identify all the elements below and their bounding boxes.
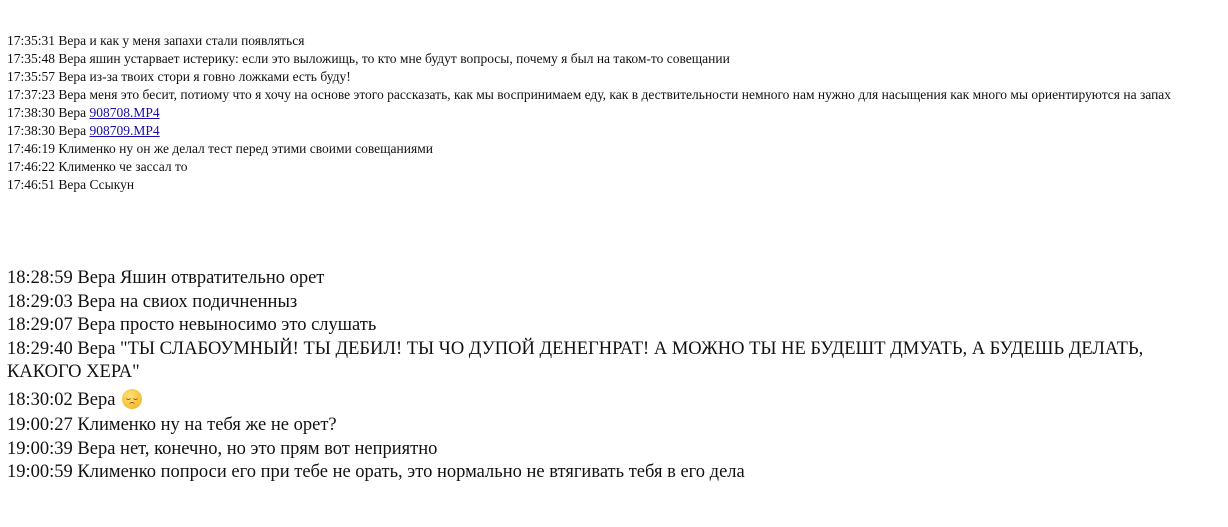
timestamp: 17:46:22 bbox=[7, 159, 56, 174]
sender-name: Вера bbox=[58, 105, 87, 120]
sender-name: Вера bbox=[77, 438, 116, 459]
message-text: и как у меня запахи стали появляться bbox=[89, 33, 305, 48]
chat-line bbox=[7, 314, 1222, 338]
cropped-top-area bbox=[0, 0, 1228, 30]
chat-log-small bbox=[7, 32, 1217, 194]
timestamp: 19:00:59 bbox=[7, 462, 73, 482]
message-text: из-за твоих стори я говно ложками есть буду! bbox=[89, 69, 351, 84]
chat-line bbox=[7, 50, 1217, 68]
message-text: Яшин отвратительно орет bbox=[120, 268, 325, 288]
chat-line bbox=[7, 32, 1217, 50]
sender-name: Вера bbox=[58, 69, 87, 84]
timestamp: 18:29:07 bbox=[7, 315, 73, 335]
chat-line bbox=[7, 122, 1217, 140]
sender-name: Клименко bbox=[58, 159, 116, 174]
timestamp: 19:00:27 bbox=[7, 415, 73, 435]
message-text: че зассал то bbox=[119, 159, 188, 174]
timestamp: 17:37:23 bbox=[7, 87, 56, 102]
timestamp: 18:29:40 bbox=[7, 338, 73, 359]
message-text: просто невыносимо это слушать bbox=[120, 315, 377, 335]
chat-line bbox=[7, 461, 1222, 485]
sender-name: Вера bbox=[77, 338, 116, 359]
chat-line bbox=[7, 68, 1217, 86]
sender-name: Вера bbox=[58, 33, 87, 48]
sender-name: Вера bbox=[58, 177, 87, 192]
pensive-face-icon bbox=[122, 389, 142, 409]
sender-name: Вера bbox=[77, 389, 116, 410]
message-text: ну он же делал тест перед этими своими совещаниями bbox=[119, 141, 433, 156]
chat-line bbox=[7, 338, 1222, 385]
chat-line bbox=[7, 414, 1222, 438]
timestamp: 17:35:57 bbox=[7, 69, 56, 84]
sender-name: Вера bbox=[58, 87, 87, 102]
attachment-link[interactable]: 908708.MP4 bbox=[89, 105, 160, 120]
message-text: нет, конечно, но это прям вот неприятно bbox=[120, 438, 438, 459]
sender-name: Вера bbox=[77, 315, 116, 335]
timestamp: 18:29:03 bbox=[7, 291, 73, 312]
sender-name: Клименко bbox=[77, 415, 156, 435]
message-text: яшин устарвает истерику: если это выложищь, то кто мне будут вопросы, почему я был на таком-то совещании bbox=[89, 51, 730, 66]
sender-name: Клименко bbox=[77, 462, 156, 482]
message-text: ну на тебя же не орет? bbox=[160, 415, 337, 435]
message-text: попроси его при тебе не орать, это нормально не втягивать тебя в его дела bbox=[160, 462, 745, 482]
timestamp: 17:35:48 bbox=[7, 51, 56, 66]
timestamp: 17:38:30 bbox=[7, 123, 56, 138]
sender-name: Вера bbox=[77, 268, 116, 288]
chat-line bbox=[7, 86, 1217, 104]
timestamp: 17:35:31 bbox=[7, 33, 56, 48]
message-text: Ссыкун bbox=[89, 177, 135, 192]
message-text: "ТЫ СЛАБОУМНЫЙ! ТЫ ДЕБИЛ! ТЫ ЧО ДУПОЙ ДЕНЕГНРАТ! А МОЖНО ТЫ НЕ БУДЕШТ ДМУАТЬ, А БУДЕШЬ ДЕЛАТЬ, КАКОГО ХЕРА" bbox=[7, 338, 1144, 382]
timestamp: 18:28:59 bbox=[7, 268, 73, 288]
sender-name: Клименко bbox=[58, 141, 116, 156]
chat-line bbox=[7, 438, 1222, 462]
chat-log-large bbox=[7, 267, 1222, 485]
sender-name: Вера bbox=[58, 51, 87, 66]
sender-name: Вера bbox=[58, 123, 87, 138]
chat-line bbox=[7, 267, 1222, 291]
timestamp: 17:38:30 bbox=[7, 105, 56, 120]
message-text: меня это бесит, потиому что я хочу на основе этого рассказать, как мы воспринимаем еду, как в дествительности немного нам нужно для насыщения как много мы ориентируются на запах bbox=[89, 87, 1172, 102]
chat-line bbox=[7, 140, 1217, 158]
chat-line bbox=[7, 104, 1217, 122]
chat-line bbox=[7, 176, 1217, 194]
chat-line bbox=[7, 158, 1217, 176]
message-text: на свиох подичненныз bbox=[120, 291, 298, 312]
timestamp: 17:46:19 bbox=[7, 141, 56, 156]
timestamp: 18:30:02 bbox=[7, 389, 73, 410]
attachment-link[interactable]: 908709.MP4 bbox=[89, 123, 160, 138]
chat-line bbox=[7, 389, 1222, 413]
sender-name: Вера bbox=[77, 291, 116, 312]
timestamp: 17:46:51 bbox=[7, 177, 56, 192]
chat-line bbox=[7, 291, 1222, 315]
timestamp: 19:00:39 bbox=[7, 438, 73, 459]
